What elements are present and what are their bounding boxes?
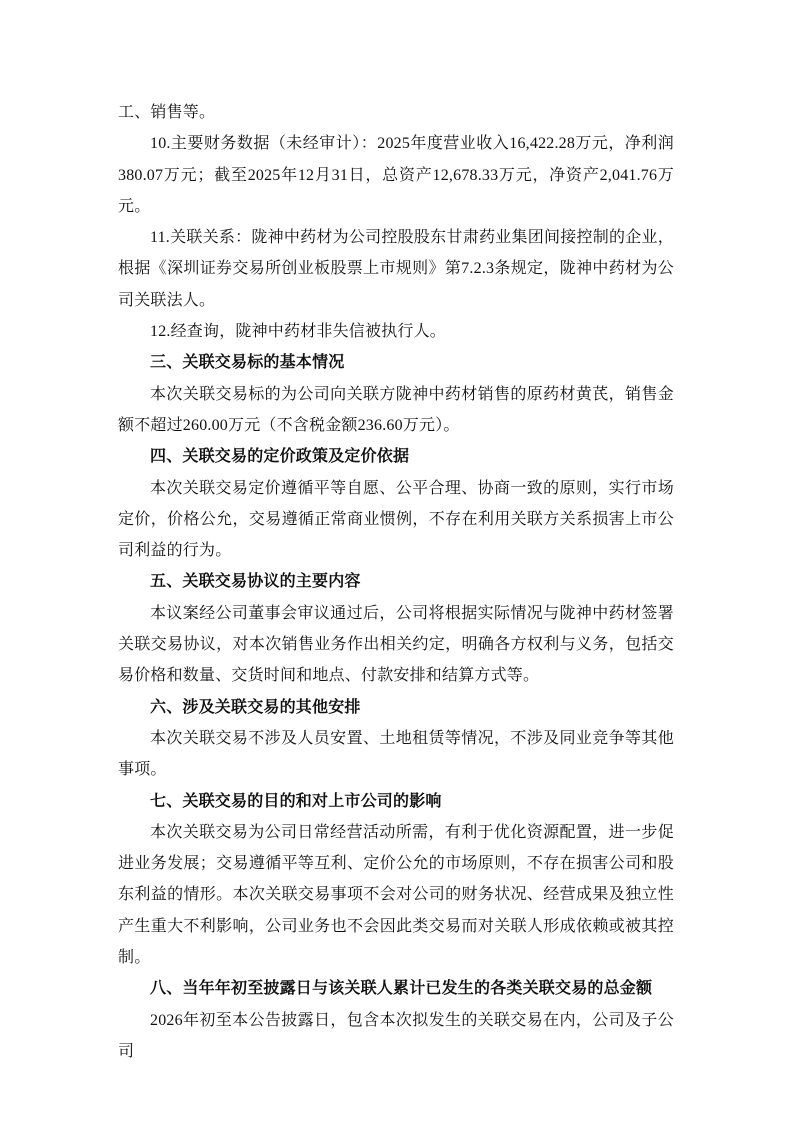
heading-7-purpose-impact: 七、关联交易的目的和对上市公司的影响 bbox=[150, 792, 442, 810]
para-other-arrangements: 本次关联交易不涉及人员安置、土地租赁等情况，不涉及同业竞争等其他事项。 bbox=[118, 729, 674, 779]
heading-8-cumulative-amount: 八、当年年初至披露日与该关联人累计已发生的各类关联交易的总金额 bbox=[150, 980, 653, 998]
heading-3-transaction-subject: 三、关联交易标的基本情况 bbox=[150, 354, 345, 372]
para-10-financial-data: 10.主要财务数据（未经审计）：2025年度营业收入16,422.28万元，净利润380.07万元；截至2025年12月31日，总资产12,678.33万元，净资产2,041.76万元。 bbox=[118, 135, 674, 215]
para-11-affiliation-relation: 11.关联关系：陇神中药材为公司控股股东甘肃药业集团间接控制的企业，根据《深圳证券交易所创业板股票上市规则》第7.2.3条规定，陇神中药材为公司关联法人。 bbox=[118, 229, 674, 309]
para-continuation-sales: 工、销售等。 bbox=[118, 104, 216, 121]
para-12-credit-check: 12.经查询，陇神中药材非失信被执行人。 bbox=[150, 323, 447, 341]
document-content bbox=[118, 97, 674, 1067]
para-agreement-content: 本议案经公司董事会审议通过后，公司将根据实际情况与陇神中药材签署关联交易协议，对本次销售业务作出相关约定，明确各方权利与义务，包括交易价格和数量、交货时间和地点、付款安排和结算方式等。 bbox=[118, 604, 674, 685]
para-cumulative-amount: 2026年初至本公告披露日，包含本次拟发生的关联交易在内，公司及子公司 bbox=[118, 1011, 674, 1060]
heading-6-other-arrangements: 六、涉及关联交易的其他安排 bbox=[150, 698, 361, 716]
para-purpose-impact: 本次关联交易为公司日常经营活动所需，有利于优化资源配置，进一步促进业务发展；交易遵循平等互利、定价公允的市场原则，不存在损害公司和股东利益的情形。本次关联交易事项不会对公司的财务状况、经营成果及独立性产生重大不利影响，公司业务也不会因此类交易而对关联人形成依赖或被其控制。 bbox=[118, 823, 674, 967]
heading-5-agreement-content: 五、关联交易协议的主要内容 bbox=[150, 573, 361, 591]
para-transaction-subject: 本次关联交易标的为公司向关联方陇神中药材销售的原药材黄芪，销售金额不超过260.00万元（不含税金额236.60万元）。 bbox=[118, 385, 674, 434]
heading-4-pricing-policy: 四、关联交易的定价政策及定价依据 bbox=[150, 448, 410, 466]
para-pricing-policy: 本次关联交易定价遵循平等自愿、公平合理、协商一致的原则，实行市场定价，价格公允，交易遵循正常商业惯例，不存在利用关联方关系损害上市公司利益的行为。 bbox=[118, 479, 674, 560]
